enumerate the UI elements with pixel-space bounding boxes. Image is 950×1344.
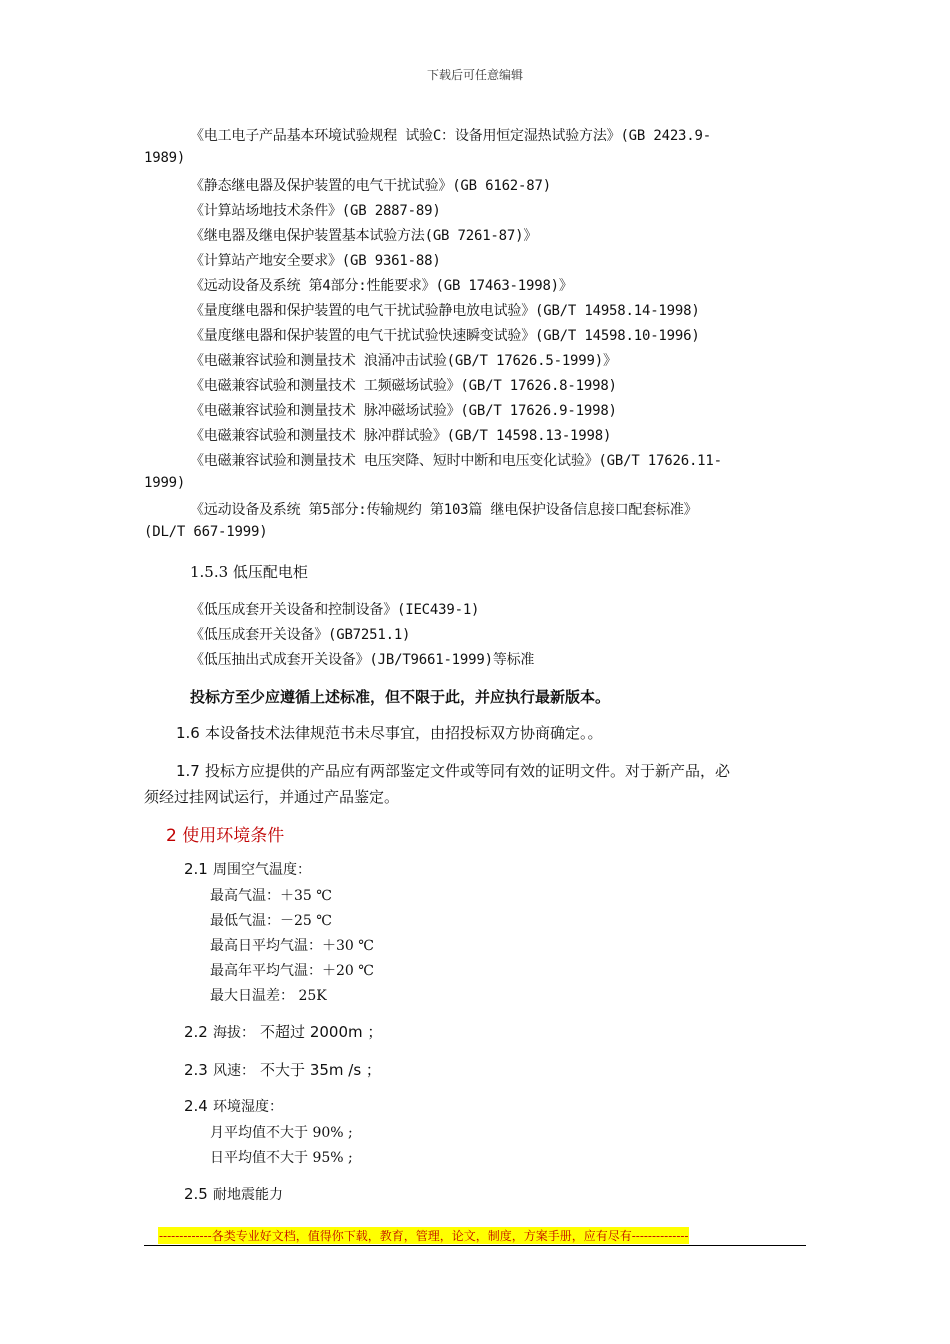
env-2-1 bbox=[184, 859, 311, 879]
section-2-title: 2 使用环境条件 bbox=[166, 826, 285, 846]
footer-rule bbox=[144, 1245, 806, 1246]
temp-item: 最大日温差： 25K bbox=[210, 988, 327, 1004]
temp-item: 最高年平均气温：＋20 ℃ bbox=[210, 963, 374, 979]
standard-item: 《计算站产地安全要求》(GB 9361-88) bbox=[190, 253, 441, 269]
lv-standard-item: 《低压抽出式成套开关设备》(JB/T9661-1999)等标准 bbox=[190, 652, 535, 668]
item-number: 1.6 bbox=[176, 724, 200, 742]
item-number: 2.3 bbox=[184, 1061, 208, 1079]
bold-note: 投标方至少应遵循上述标准，但不限于此，并应执行最新版本。 bbox=[190, 688, 611, 706]
item-value: 不大于 35m /s ； bbox=[260, 1061, 381, 1079]
standard-item: 《电磁兼容试验和测量技术 工频磁场试验》(GB/T 17626.8-1998) bbox=[190, 378, 617, 394]
item-number: 2.1 bbox=[184, 860, 208, 878]
standard-item: 《电磁兼容试验和测量技术 脉冲群试验》(GB/T 14598.13-1998) bbox=[190, 428, 612, 444]
temp-item: 最高日平均气温：＋30 ℃ bbox=[210, 938, 374, 954]
env-2-5 bbox=[184, 1184, 283, 1204]
standard-item-cont: 1999) bbox=[144, 475, 186, 491]
item-value: 不超过 2000m ； bbox=[260, 1023, 383, 1041]
item-number: 1.7 bbox=[176, 762, 200, 780]
item-number: 2.4 bbox=[184, 1097, 208, 1115]
temp-item: 最低气温：－25 ℃ bbox=[210, 913, 332, 929]
item-number: 2.5 bbox=[184, 1185, 208, 1203]
humidity-item: 月平均值不大于 90% ; bbox=[210, 1125, 353, 1141]
item-label: 环境湿度： bbox=[212, 1099, 283, 1115]
temp-item: 最高气温：＋35 ℃ bbox=[210, 888, 332, 904]
item-label: 耐地震能力 bbox=[212, 1187, 283, 1203]
item-label: 海拔： bbox=[212, 1025, 255, 1041]
standard-item: 《静态继电器及保护装置的电气干扰试验》(GB 6162-87) bbox=[190, 178, 551, 194]
item-1-6 bbox=[176, 722, 602, 743]
standard-item: 《远动设备及系统 第4部分:性能要求》(GB 17463-1998)》 bbox=[190, 278, 573, 294]
standard-item: 《继电器及继电保护装置基本试验方法(GB 7261-87)》 bbox=[190, 228, 538, 244]
env-2-4 bbox=[184, 1096, 283, 1116]
standard-item: 《量度继电器和保护装置的电气干扰试验快速瞬变试验》(GB/T 14598.10-1996) bbox=[190, 328, 700, 344]
standard-item: 《电磁兼容试验和测量技术 脉冲磁场试验》(GB/T 17626.9-1998) bbox=[190, 403, 617, 419]
item-number: 2.2 bbox=[184, 1023, 208, 1041]
standard-item-cont: 1989) bbox=[144, 150, 186, 166]
item-text: 投标方应提供的产品应有两部鉴定文件或等同有效的证明文件。对于新产品，必 bbox=[204, 762, 730, 780]
page-header: 下载后可任意编辑 bbox=[426, 68, 523, 82]
standard-item-cont: (DL/T 667-1999) bbox=[144, 524, 268, 540]
item-label: 风速： bbox=[212, 1063, 255, 1079]
lv-standard-item: 《低压成套开关设备》(GB7251.1) bbox=[190, 627, 411, 643]
standard-item: 《电磁兼容试验和测量技术 电压突降、短时中断和电压变化试验》(GB/T 17626.11- bbox=[190, 453, 722, 469]
humidity-item: 日平均值不大于 95% ; bbox=[210, 1150, 353, 1166]
item-1-7-cont: 须经过挂网试运行，并通过产品鉴定。 bbox=[144, 788, 400, 806]
standard-item: 《远动设备及系统 第5部分:传输规约 第103篇 继电保护设备信息接口配套标准》 bbox=[190, 502, 698, 518]
item-text: 本设备技术法律规范书未尽事宜，由招投标双方协商确定。。 bbox=[204, 724, 603, 742]
env-2-3 bbox=[184, 1059, 381, 1080]
standard-item: 《电工电子产品基本环境试验规程 试验C：设备用恒定湿热试验方法》(GB 2423.9- bbox=[190, 128, 711, 144]
section-1-5-3-title: 1.5.3 低压配电柜 bbox=[190, 563, 308, 581]
standard-item: 《计算站场地技术条件》(GB 2887-89) bbox=[190, 203, 441, 219]
footer-banner: -------------各类专业好文档，值得你下载，教育，管理，论文，制度，方案手册，应有尽有-------------- bbox=[159, 1229, 689, 1243]
item-label: 周围空气温度： bbox=[212, 862, 311, 878]
item-1-7 bbox=[176, 760, 730, 781]
env-2-2 bbox=[184, 1021, 382, 1042]
lv-standard-item: 《低压成套开关设备和控制设备》(IEC439-1) bbox=[190, 602, 480, 618]
standard-item: 《量度继电器和保护装置的电气干扰试验静电放电试验》(GB/T 14958.14-1998) bbox=[190, 303, 700, 319]
standard-item: 《电磁兼容试验和测量技术 浪涌冲击试验(GB/T 17626.5-1999)》 bbox=[190, 353, 617, 369]
